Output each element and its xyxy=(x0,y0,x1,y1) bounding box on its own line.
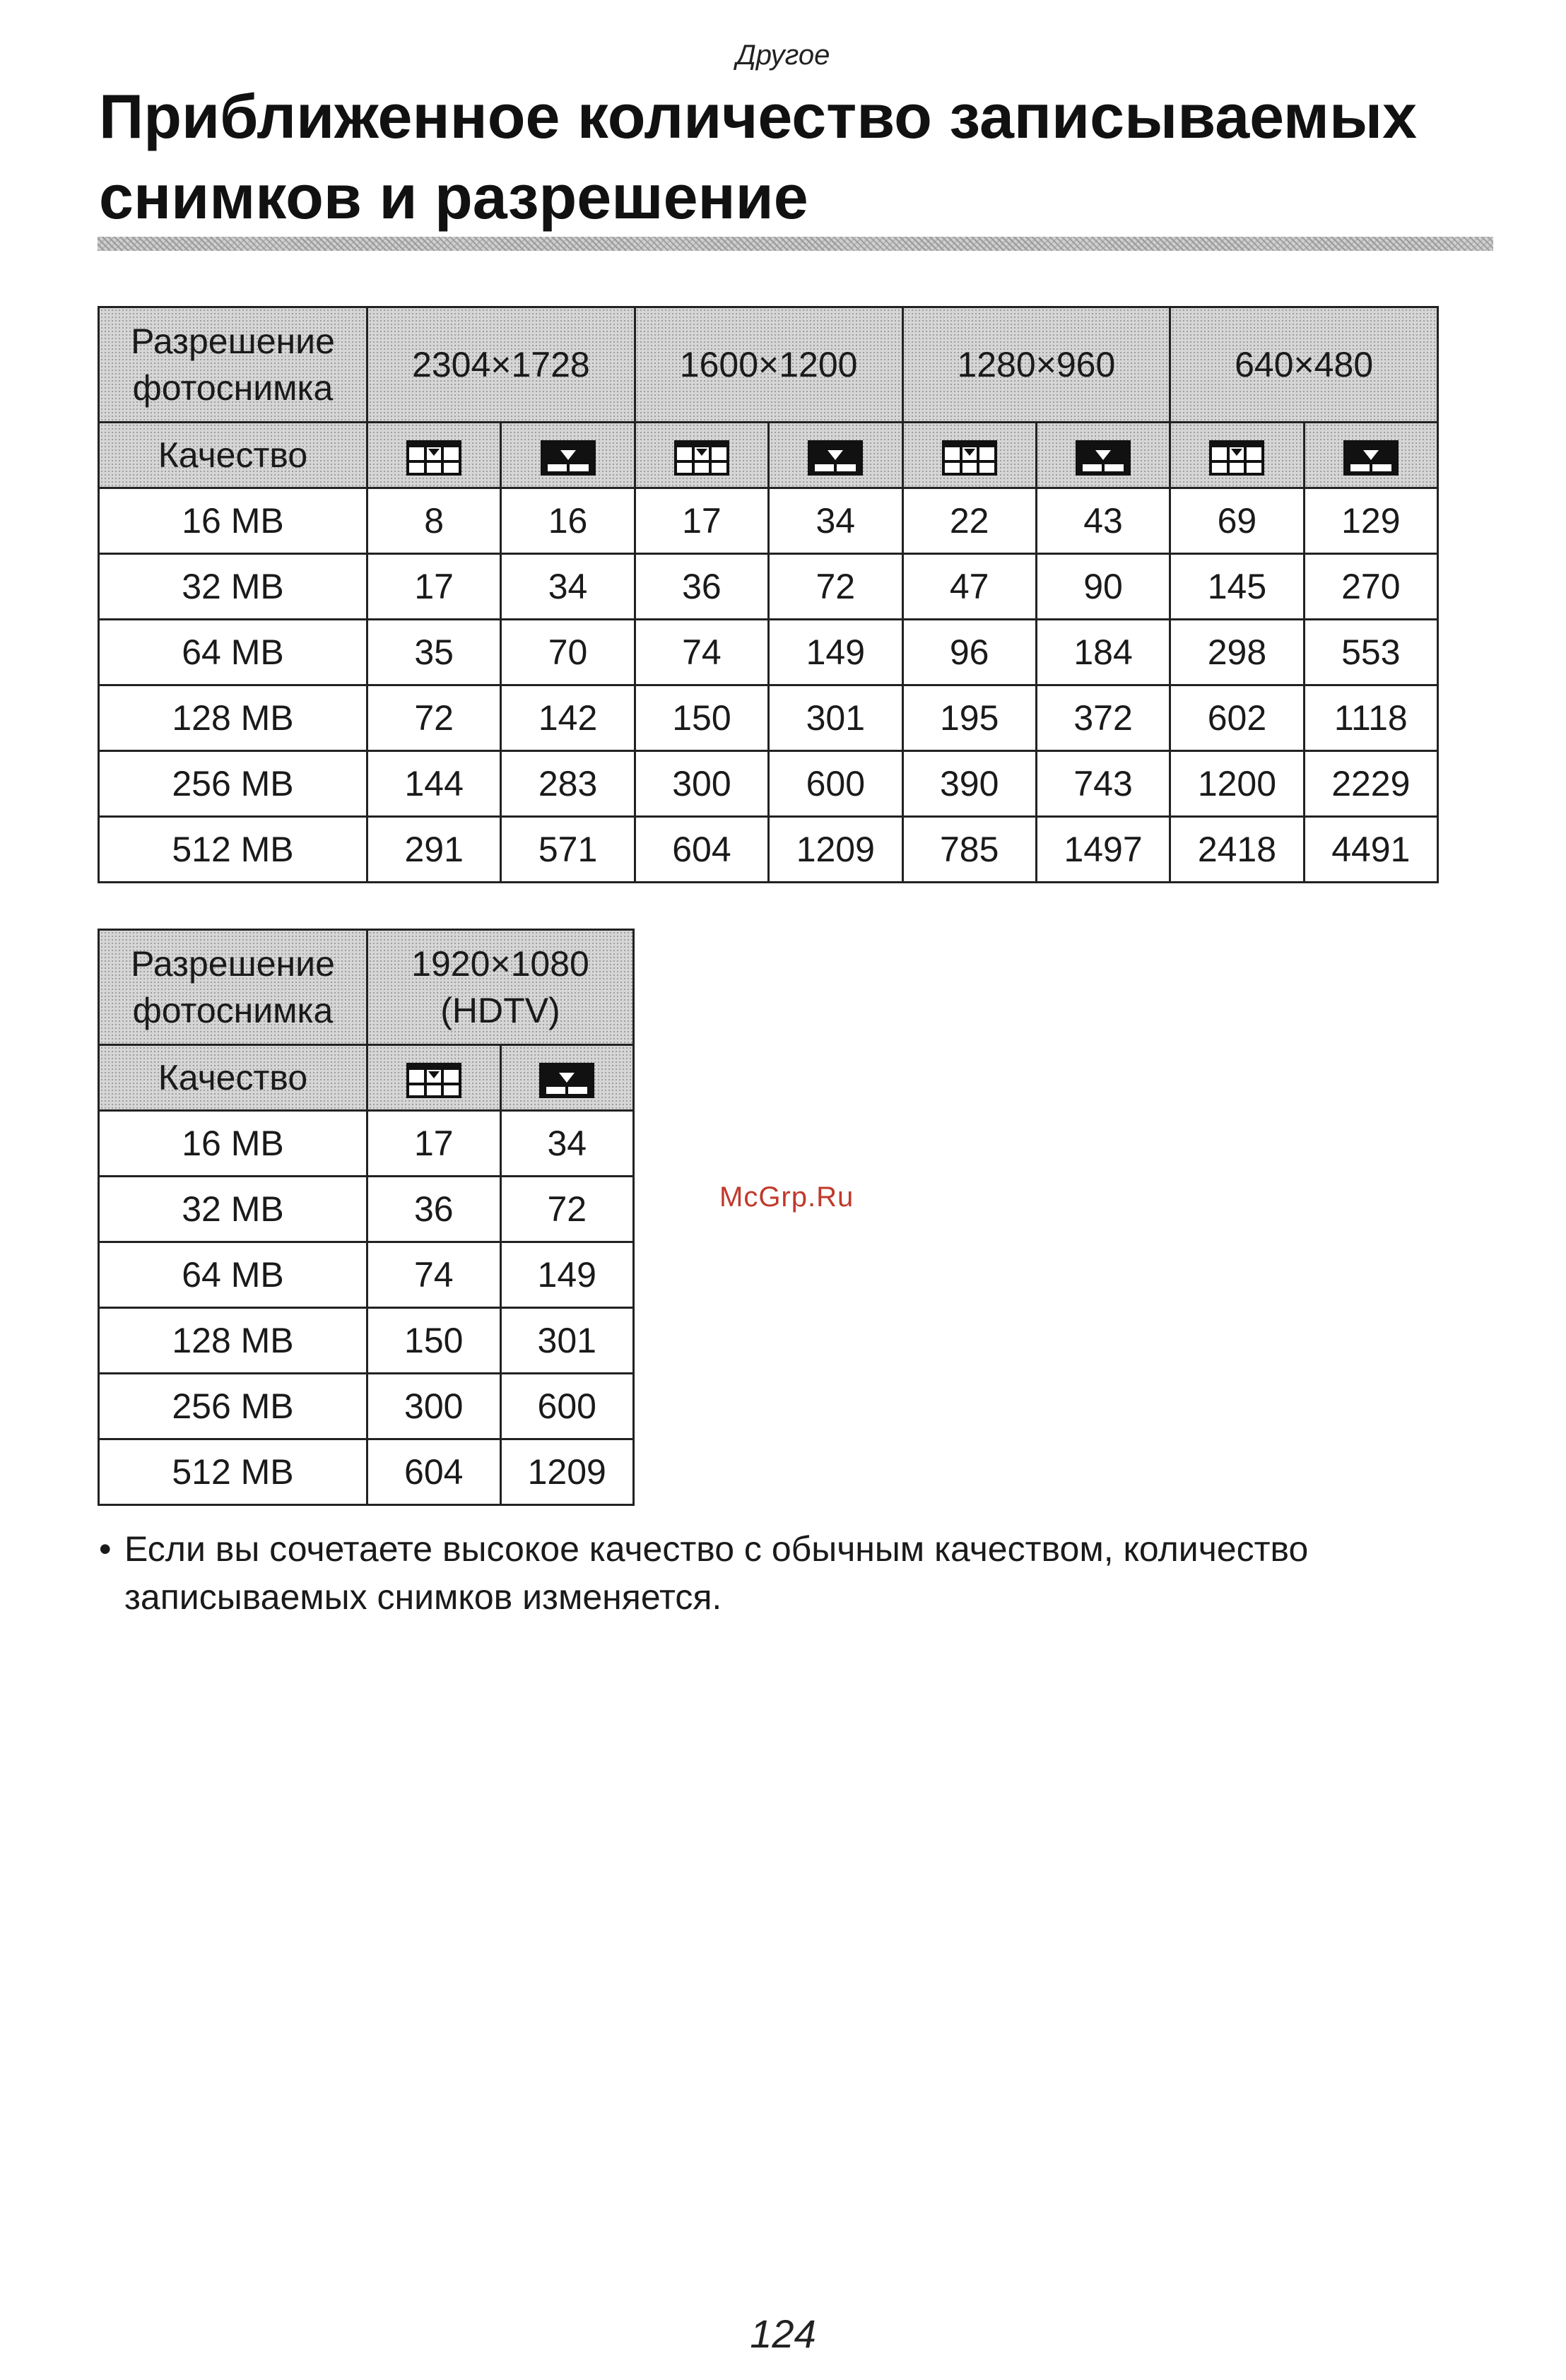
picture-count: 283 xyxy=(501,751,635,817)
quality-col xyxy=(367,1045,501,1111)
picture-count: 149 xyxy=(500,1242,634,1308)
table-row xyxy=(99,817,1438,883)
picture-count: 390 xyxy=(902,751,1036,817)
picture-count: 69 xyxy=(1170,488,1304,554)
resolution-value: 1920×1080 xyxy=(411,944,589,984)
picture-count: 743 xyxy=(1036,751,1170,817)
memory-card-size: 32 MB xyxy=(99,1177,367,1242)
resolution-header xyxy=(99,307,367,423)
picture-count: 553 xyxy=(1304,620,1437,685)
picture-count: 35 xyxy=(367,620,501,685)
resolution-label-line-2: фотоснимка xyxy=(132,991,334,1030)
picture-count: 602 xyxy=(1170,685,1304,751)
picture-count: 1118 xyxy=(1304,685,1437,751)
picture-count: 17 xyxy=(635,488,768,554)
table-row xyxy=(99,1177,634,1242)
picture-count: 1209 xyxy=(769,817,902,883)
table-row xyxy=(99,620,1438,685)
picture-count: 70 xyxy=(501,620,635,685)
quality-col xyxy=(1170,423,1304,488)
memory-card-size: 128 MB xyxy=(99,685,367,751)
memory-card-size: 64 MB xyxy=(99,1242,367,1308)
capacity-table-main xyxy=(98,306,1439,883)
quality-fine-icon xyxy=(406,1063,461,1098)
picture-count: 300 xyxy=(635,751,768,817)
picture-count: 184 xyxy=(1036,620,1170,685)
picture-count: 144 xyxy=(367,751,501,817)
quality-header: Качество xyxy=(99,423,367,488)
table-row xyxy=(99,1111,634,1177)
picture-count: 785 xyxy=(902,817,1036,883)
picture-count: 72 xyxy=(769,554,902,620)
page-title-line-1: Приближенное количество записываемых xyxy=(99,81,1418,151)
memory-card-size: 64 MB xyxy=(99,620,367,685)
picture-count: 600 xyxy=(500,1374,634,1439)
quality-standard-icon xyxy=(539,1063,594,1098)
watermark: McGrp.Ru xyxy=(719,1182,854,1213)
picture-count: 129 xyxy=(1304,488,1437,554)
quality-standard-icon xyxy=(1076,440,1131,476)
picture-count: 16 xyxy=(501,488,635,554)
quality-standard-icon xyxy=(541,440,596,476)
quality-col xyxy=(635,423,768,488)
resolution-col-1280x960: 1280×960 xyxy=(902,307,1170,423)
page-number: 124 xyxy=(750,2311,816,2356)
picture-count: 2229 xyxy=(1304,751,1437,817)
quality-col xyxy=(1036,423,1170,488)
quality-standard-icon xyxy=(808,440,863,476)
picture-count: 90 xyxy=(1036,554,1170,620)
picture-count: 1209 xyxy=(500,1439,634,1505)
picture-count: 72 xyxy=(367,685,501,751)
footnote-text: Если вы сочетаете высокое качество с обычным качеством, количество записываемых снимков изменяется. xyxy=(124,1529,1309,1617)
picture-count: 301 xyxy=(500,1308,634,1374)
quality-header: Качество xyxy=(99,1045,367,1111)
picture-count: 571 xyxy=(501,817,635,883)
picture-count: 1200 xyxy=(1170,751,1304,817)
page-title-line-2: снимков и разрешение xyxy=(99,162,808,232)
quality-fine-icon xyxy=(674,440,729,476)
picture-count: 145 xyxy=(1170,554,1304,620)
picture-count: 291 xyxy=(367,817,501,883)
picture-count: 150 xyxy=(367,1308,501,1374)
picture-count: 195 xyxy=(902,685,1036,751)
memory-card-size: 16 MB xyxy=(99,1111,367,1177)
picture-count: 149 xyxy=(769,620,902,685)
table-row xyxy=(99,488,1438,554)
picture-count: 34 xyxy=(769,488,902,554)
resolution-label-line-2: фотоснимка xyxy=(132,368,334,408)
table-row xyxy=(99,1308,634,1374)
picture-count: 74 xyxy=(367,1242,501,1308)
picture-count: 142 xyxy=(501,685,635,751)
picture-count: 300 xyxy=(367,1374,501,1439)
picture-count: 270 xyxy=(1304,554,1437,620)
picture-count: 17 xyxy=(367,1111,501,1177)
quality-standard-icon xyxy=(1343,440,1399,476)
memory-card-size: 512 MB xyxy=(99,1439,367,1505)
table-row xyxy=(99,554,1438,620)
quality-fine-icon xyxy=(942,440,997,476)
resolution-col-1600x1200: 1600×1200 xyxy=(635,307,902,423)
picture-count: 17 xyxy=(367,554,501,620)
picture-count: 604 xyxy=(635,817,768,883)
picture-count: 96 xyxy=(902,620,1036,685)
resolution-label-line-1: Разрешение xyxy=(131,944,335,984)
page-title xyxy=(99,76,1498,237)
resolution-header xyxy=(99,930,367,1045)
memory-card-size: 256 MB xyxy=(99,1374,367,1439)
title-divider xyxy=(98,237,1493,251)
picture-count: 34 xyxy=(501,554,635,620)
resolution-hdtv-label: (HDTV) xyxy=(440,991,560,1030)
quality-col xyxy=(902,423,1036,488)
picture-count: 1497 xyxy=(1036,817,1170,883)
picture-count: 22 xyxy=(902,488,1036,554)
picture-count: 4491 xyxy=(1304,817,1437,883)
quality-col xyxy=(769,423,902,488)
quality-col xyxy=(501,423,635,488)
table-row xyxy=(99,685,1438,751)
resolution-col-1920x1080-hdtv xyxy=(367,930,634,1045)
picture-count: 604 xyxy=(367,1439,501,1505)
memory-card-size: 16 MB xyxy=(99,488,367,554)
resolution-label-line-1: Разрешение xyxy=(131,322,335,361)
table-row xyxy=(99,1242,634,1308)
picture-count: 301 xyxy=(769,685,902,751)
quality-col xyxy=(1304,423,1437,488)
quality-fine-icon xyxy=(1209,440,1264,476)
resolution-col-640x480: 640×480 xyxy=(1170,307,1438,423)
picture-count: 600 xyxy=(769,751,902,817)
table-row xyxy=(99,1439,634,1505)
quality-fine-icon xyxy=(406,440,461,476)
picture-count: 8 xyxy=(367,488,501,554)
picture-count: 74 xyxy=(635,620,768,685)
memory-card-size: 256 MB xyxy=(99,751,367,817)
memory-card-size: 512 MB xyxy=(99,817,367,883)
picture-count: 34 xyxy=(500,1111,634,1177)
resolution-col-2304x1728: 2304×1728 xyxy=(367,307,635,423)
section-label: Другое xyxy=(736,40,830,71)
capacity-table-hdtv xyxy=(98,929,635,1506)
picture-count: 72 xyxy=(500,1177,634,1242)
picture-count: 43 xyxy=(1036,488,1170,554)
picture-count: 2418 xyxy=(1170,817,1304,883)
footnote xyxy=(99,1525,1484,1621)
picture-count: 36 xyxy=(635,554,768,620)
picture-count: 372 xyxy=(1036,685,1170,751)
table-row xyxy=(99,1374,634,1439)
quality-col xyxy=(500,1045,634,1111)
memory-card-size: 128 MB xyxy=(99,1308,367,1374)
picture-count: 47 xyxy=(902,554,1036,620)
memory-card-size: 32 MB xyxy=(99,554,367,620)
picture-count: 150 xyxy=(635,685,768,751)
bullet: • xyxy=(99,1529,112,1569)
quality-col xyxy=(367,423,501,488)
picture-count: 298 xyxy=(1170,620,1304,685)
picture-count: 36 xyxy=(367,1177,501,1242)
table-row xyxy=(99,751,1438,817)
